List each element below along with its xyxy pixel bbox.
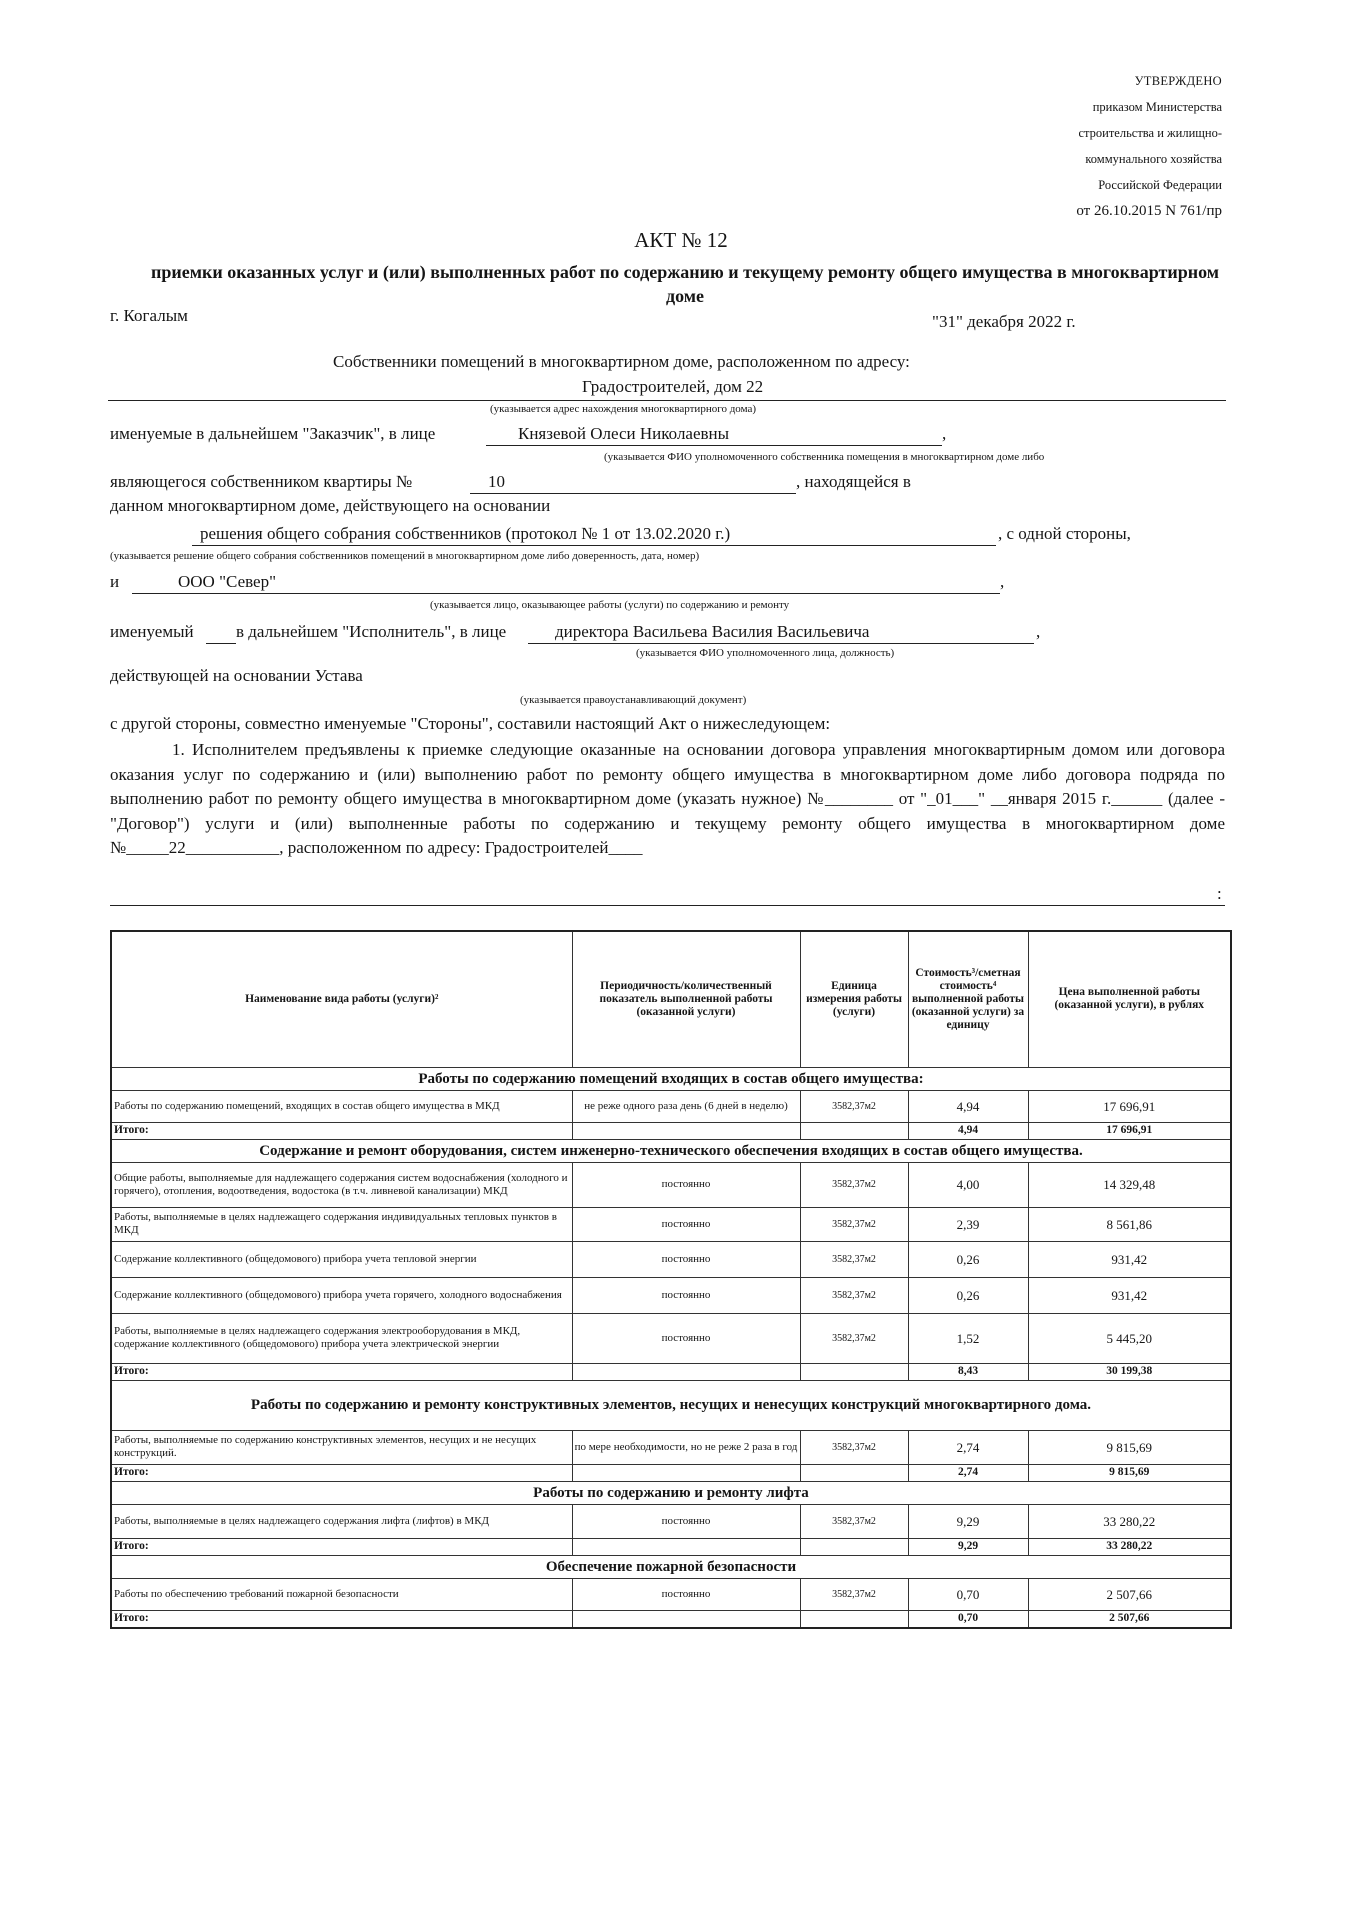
total-price: 30 199,38	[1028, 1363, 1231, 1380]
clause-1: 1. Исполнителем предъявлены к приемке следующие оказанные на основании договора управления многоквартирным домом или договора оказания услуг по содержанию и (или) выполнению работ по ремонту общего имущества в многоквартирном доме либо договора подряда по выполнению работ по ремонту общего имущества в многоквартирном доме (указать нужное) №________ от "_01___" __января 2015 г.______ (далее - "Договор") услуги и (или) выполненные работы по содержанию и текущему ремонту общего имущества в многоквартирном доме №_____22___________, расположенном по адресу: Градостроителей____	[110, 740, 1225, 857]
total-unit-cost: 4,94	[908, 1122, 1028, 1139]
section-title: Содержание и ремонт оборудования, систем инженерно-технического обеспечения входящих в состав общего имущества.	[111, 1139, 1231, 1162]
cell-work-name: Работы, выполняемые по содержанию конструктивных элементов, несущих и не несущих конструкций.	[111, 1430, 572, 1464]
table-row	[111, 1578, 1231, 1610]
total-label: Итого:	[111, 1363, 572, 1380]
cell-unit: 3582,37м2	[800, 1241, 908, 1277]
cell-periodicity: постоянно	[572, 1241, 800, 1277]
acting-hint: (указывается правоустанавливающий документ)	[520, 694, 747, 706]
address-value: Градостроителей, дом 22	[582, 377, 764, 396]
cell-periodicity: по мере необходимости, но не реже 2 раза в год	[572, 1430, 800, 1464]
act-title: АКТ № 12	[634, 228, 728, 252]
basis-line: данном многоквартирном доме, действующего на основании	[110, 496, 551, 515]
cell-unit: 3582,37м2	[800, 1162, 908, 1207]
decision-text: решения общего собрания собственников (протокол № 1 от 13.02.2020 г.)	[200, 524, 731, 543]
executor-name: директора Васильева Василия Васильевича	[555, 622, 870, 641]
total-price: 33 280,22	[1028, 1538, 1231, 1555]
cell-price: 33 280,22	[1028, 1504, 1231, 1538]
executor-blank-line	[206, 643, 236, 644]
section-title: Обеспечение пожарной безопасности	[111, 1555, 1231, 1578]
owner-flat-line	[470, 493, 796, 494]
contractor-hint: (указывается лицо, оказывающее работы (услуги) по содержанию и ремонту	[430, 599, 790, 611]
total-price: 9 815,69	[1028, 1464, 1231, 1481]
address-line	[108, 400, 1226, 401]
approval-line: УТВЕРЖДЕНО	[1134, 74, 1222, 88]
cell-unit: 3582,37м2	[800, 1578, 908, 1610]
address-hint: (указывается адрес нахождения многоквартирного дома)	[490, 403, 757, 415]
cell-unit-cost: 0,70	[908, 1578, 1028, 1610]
decision-hint: (указывается решение общего собрания собственников помещений в многоквартирном доме либо доверенность, дата, номер)	[110, 550, 700, 562]
table-row	[111, 1162, 1231, 1207]
owner-flat-number: 10	[488, 472, 505, 491]
section-3	[111, 1380, 1231, 1481]
customer-hint: (указывается ФИО уполномоченного собственника помещения в многоквартирном доме либо	[604, 451, 1045, 463]
table-row	[111, 1504, 1231, 1538]
executor-prefix: именуемый	[110, 622, 194, 641]
customer-suffix: ,	[942, 424, 947, 443]
table-row	[111, 1430, 1231, 1464]
customer-line	[486, 445, 942, 446]
contractor-suffix: ,	[1000, 572, 1005, 591]
works-table	[110, 930, 1232, 1629]
total-label: Итого:	[111, 1122, 572, 1139]
table-row	[111, 1277, 1231, 1313]
section-1	[111, 1067, 1231, 1139]
cell-price: 17 696,91	[1028, 1090, 1231, 1122]
customer-prefix: именуемые в дальнейшем "Заказчик", в лице	[110, 424, 436, 443]
cell-unit-cost: 0,26	[908, 1277, 1028, 1313]
clause-colon: :	[1217, 884, 1222, 903]
cell-periodicity: постоянно	[572, 1207, 800, 1241]
executor-hint: (указывается ФИО уполномоченного лица, должность)	[636, 647, 895, 659]
section-title: Работы по содержанию и ремонту конструктивных элементов, несущих и ненесущих конструкций многоквартирного дома.	[111, 1380, 1231, 1430]
header-price: Цена выполненной работы (оказанной услуги), в рублях	[1028, 931, 1231, 1067]
section-4	[111, 1481, 1231, 1555]
approval-line: от 26.10.2015 N 761/пр	[1076, 203, 1222, 219]
cell-unit-cost: 2,74	[908, 1430, 1028, 1464]
total-price: 2 507,66	[1028, 1610, 1231, 1628]
executor-suffix: ,	[1036, 622, 1041, 641]
total-label: Итого:	[111, 1538, 572, 1555]
header-unit: Единица измерения работы (услуги)	[800, 931, 908, 1067]
owners-line: Собственники помещений в многоквартирном доме, расположенном по адресу:	[333, 352, 910, 371]
total-unit-cost: 9,29	[908, 1538, 1028, 1555]
cell-price: 14 329,48	[1028, 1162, 1231, 1207]
cell-work-name: Содержание коллективного (общедомового) прибора учета тепловой энергии	[111, 1241, 572, 1277]
header-unit-cost: Стоимость³/сметная стоимость⁴ выполненной работы (оказанной услуги) за единицу	[908, 931, 1028, 1067]
cell-price: 8 561,86	[1028, 1207, 1231, 1241]
approval-block	[1076, 68, 1222, 224]
contractor-name: ООО "Север"	[178, 572, 277, 591]
cell-unit: 3582,37м2	[800, 1207, 908, 1241]
clause-address-line	[110, 905, 1225, 906]
total-price: 17 696,91	[1028, 1122, 1231, 1139]
section-title: Работы по содержанию помещений входящих в состав общего имущества:	[111, 1067, 1231, 1090]
cell-periodicity: постоянно	[572, 1578, 800, 1610]
act-subtitle: приемки оказанных услуг и (или) выполненных работ по содержанию и текущему ремонту общего имущества в многоквартирном доме	[150, 262, 1220, 306]
section-title: Работы по содержанию и ремонту лифта	[111, 1481, 1231, 1504]
contractor-line	[132, 593, 1000, 594]
table-row	[111, 1207, 1231, 1241]
cell-price: 931,42	[1028, 1241, 1231, 1277]
cell-unit: 3582,37м2	[800, 1313, 908, 1363]
total-label: Итого:	[111, 1610, 572, 1628]
executor-line	[528, 643, 1034, 644]
total-label: Итого:	[111, 1464, 572, 1481]
city: г. Когалым	[110, 306, 188, 325]
cell-unit-cost: 4,00	[908, 1162, 1028, 1207]
cell-work-name: Содержание коллективного (общедомового) прибора учета горячего, холодного водоснабжения	[111, 1277, 572, 1313]
cell-periodicity: постоянно	[572, 1277, 800, 1313]
approval-line: строительства и жилищно-	[1078, 126, 1222, 140]
act-date: "31" декабря 2022 г.	[932, 312, 1076, 331]
cell-work-name: Работы, выполняемые в целях надлежащего содержания электрооборудования в МКД, содержание коллективного (общедомового) прибора учета электрической энергии	[111, 1313, 572, 1363]
total-unit-cost: 2,74	[908, 1464, 1028, 1481]
approval-line: коммунального хозяйства	[1085, 152, 1222, 166]
approval-line: Российской Федерации	[1098, 178, 1222, 192]
and-word: и	[110, 572, 120, 591]
cell-work-name: Работы по содержанию помещений, входящих в состав общего имущества в МКД	[111, 1090, 572, 1122]
total-row	[111, 1610, 1231, 1628]
cell-work-name: Работы, выполняемые в целях надлежащего содержания индивидуальных тепловых пунктов в МКД	[111, 1207, 572, 1241]
section-5	[111, 1555, 1231, 1628]
total-unit-cost: 8,43	[908, 1363, 1028, 1380]
table-row	[111, 1241, 1231, 1277]
cell-periodicity: постоянно	[572, 1313, 800, 1363]
header-periodicity: Периодичность/количественный показатель выполненной работы (оказанной услуги)	[572, 931, 800, 1067]
owner-flat-suffix: , находящейся в	[796, 472, 911, 491]
owner-flat-prefix: являющегося собственником квартиры №	[110, 472, 413, 491]
cell-price: 5 445,20	[1028, 1313, 1231, 1363]
cell-unit: 3582,37м2	[800, 1430, 908, 1464]
decision-suffix: , с одной стороны,	[998, 524, 1131, 543]
cell-unit-cost: 4,94	[908, 1090, 1028, 1122]
cell-unit: 3582,37м2	[800, 1090, 908, 1122]
section-2	[111, 1139, 1231, 1380]
cell-periodicity: постоянно	[572, 1162, 800, 1207]
parties-line: с другой стороны, совместно именуемые "Стороны", составили настоящий Акт о нижеследующем:	[110, 714, 831, 733]
decision-line	[192, 545, 996, 546]
customer-name: Князевой Олеси Николаевны	[518, 424, 730, 443]
cell-price: 9 815,69	[1028, 1430, 1231, 1464]
cell-price: 2 507,66	[1028, 1578, 1231, 1610]
total-row	[111, 1538, 1231, 1555]
total-row	[111, 1122, 1231, 1139]
total-row	[111, 1363, 1231, 1380]
cell-unit: 3582,37м2	[800, 1277, 908, 1313]
cell-unit-cost: 0,26	[908, 1241, 1028, 1277]
cell-work-name: Работы, выполняемые в целях надлежащего содержания лифта (лифтов) в МКД	[111, 1504, 572, 1538]
header-work-name: Наименование вида работы (услуги)²	[111, 931, 572, 1067]
acting-basis: действующей на основании Устава	[110, 666, 363, 685]
approval-line: приказом Министерства	[1092, 100, 1222, 114]
table-row	[111, 1090, 1231, 1122]
cell-unit-cost: 9,29	[908, 1504, 1028, 1538]
cell-unit-cost: 2,39	[908, 1207, 1028, 1241]
total-row	[111, 1464, 1231, 1481]
cell-periodicity: не реже одного раза день (6 дней в неделю)	[572, 1090, 800, 1122]
cell-work-name: Работы по обеспечению требований пожарной безопасности	[111, 1578, 572, 1610]
executor-mid: в дальнейшем "Исполнитель", в лице	[236, 622, 507, 641]
cell-price: 931,42	[1028, 1277, 1231, 1313]
cell-work-name: Общие работы, выполняемые для надлежащего содержания систем водоснабжения (холодного и горячего), отопления, водоотведения, водостока (в т.ч. ливневой канализации) МКД	[111, 1162, 572, 1207]
total-unit-cost: 0,70	[908, 1610, 1028, 1628]
table-row	[111, 1313, 1231, 1363]
cell-unit-cost: 1,52	[908, 1313, 1028, 1363]
cell-unit: 3582,37м2	[800, 1504, 908, 1538]
cell-periodicity: постоянно	[572, 1504, 800, 1538]
